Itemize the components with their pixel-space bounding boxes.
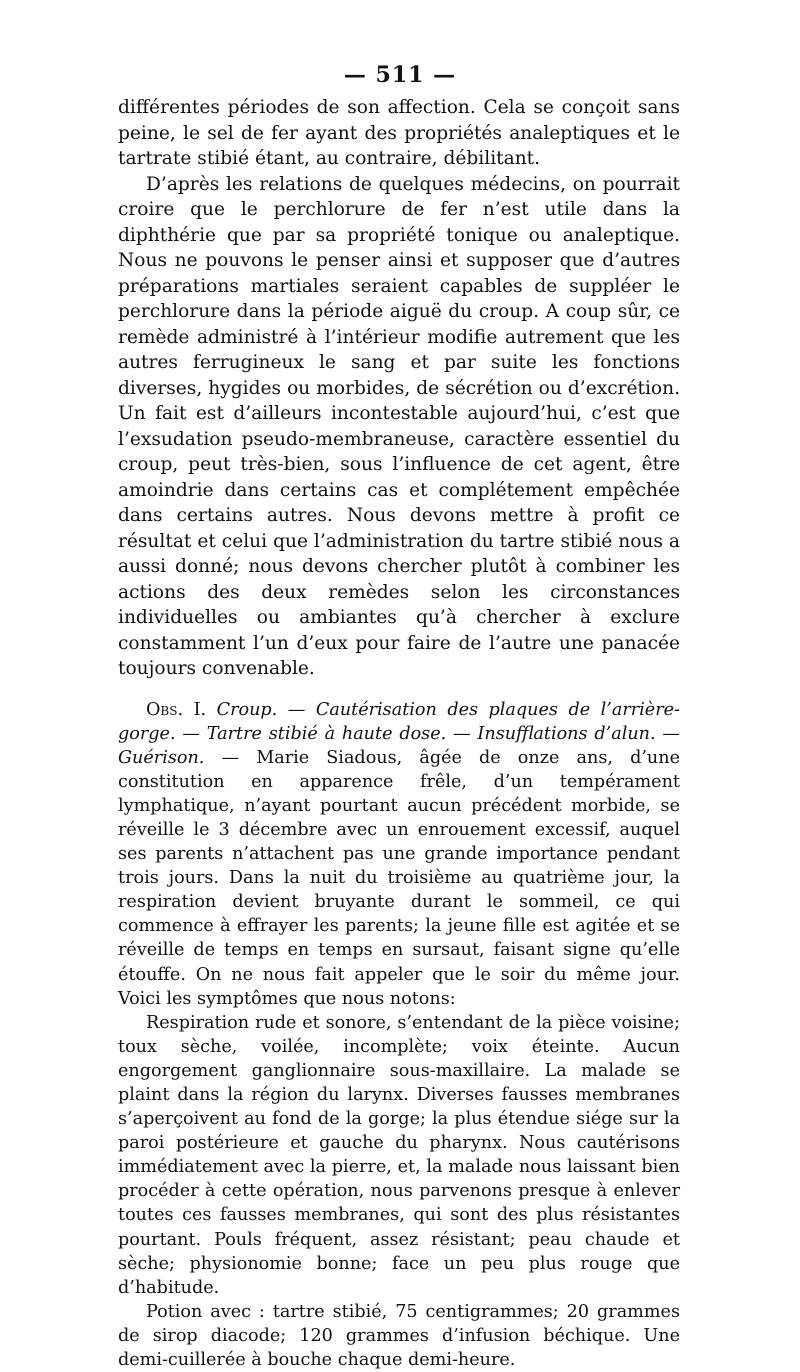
observation-title: Croup. — Cautérisation des plaques de l’arrière-gorge. — Tartre stibié à haute dose. — Insufflations d’alun. — Guérison.: [118, 700, 680, 768]
paragraph-continuation: différentes périodes de son affection. Cela se conçoit sans peine, le sel de fer ayant des propriétés analeptiques et le tartrate stibié étant, au contraire, débilitant.: [118, 95, 680, 172]
main-text: [118, 95, 680, 1372]
observation-label: Obs. I.: [146, 700, 206, 720]
observation-heading: [118, 698, 680, 1011]
page-number: — 511 —: [0, 62, 800, 88]
observation-potion: Potion avec : tartre stibié, 75 centigrammes; 20 grammes de sirop diacode; 120 grammes d’infusion béchique. Une demi-cuillerée à bouche chaque demi-heure.: [118, 1300, 680, 1372]
paragraph-perchlorure: D’après les relations de quelques médecins, on pourrait croire que le perchlorure de fer n’est utile dans la diphthérie que par sa propriété tonique ou analeptique. Nous ne pouvons le penser ainsi et supposer que d’autres préparations martiales seraient capables de suppléer le perchlorure dans la période aiguë du croup. A coup sûr, ce remède administré à l’intérieur modifie autrement que les autres ferrugineux le sang et par suite les fonctions diverses, hygides ou morbides, de sécrétion ou d’excrétion. Un fait est d’ailleurs incontestable aujourd’hui, c’est que l’exsudation pseudo-membraneuse, caractère essentiel du croup, peut très-bien, sous l’influence de cet agent, être amoindrie dans certains cas et complétement empêchée dans certains autres. Nous devons mettre à profit ce résultat et celui que l’administration du tartre stibié nous a aussi donné; nous devons chercher plutôt à combiner les actions des deux remèdes selon les circonstances individuelles ou ambiantes qu’à chercher à exclure constamment l’un d’eux pour faire de l’autre une panacée toujours convenable.: [118, 172, 680, 682]
observation-block: [118, 698, 680, 1372]
observation-intro: — Marie Siadous, âgée de onze ans, d’une constitution en apparence frêle, d’un tempérament lymphatique, n’ayant pourtant aucun précédent morbide, se réveille le 3 décembre avec un enrouement excessif, auquel ses parents n’attachent pas une grande importance pendant trois jours. Dans la nuit du troisième au quatrième jour, la respiration devient bruyante durant le sommeil, ce qui commence à effrayer les parents; la jeune fille est agitée et se réveille de temps en temps en sursaut, faisant signe qu’elle étouffe. On ne nous fait appeler que le soir du même jour. Voici les symptômes que nous notons:: [118, 748, 680, 1009]
observation-symptoms: Respiration rude et sonore, s’entendant de la pièce voisine; toux sèche, voilée, incomplète; voix éteinte. Aucun engorgement ganglionnaire sous-maxillaire. La malade se plaint dans la région du larynx. Diverses fausses membranes s’aperçoivent au fond de la gorge; la plus étendue siége sur la paroi postérieure et gauche du pharynx. Nous cautérisons immédiatement avec la pierre, et, la malade nous laissant bien procéder à cette opération, nous parvenons presque à enlever toutes ces fausses membranes, qui sont des plus résistantes pourtant. Pouls fréquent, assez résistant; peau chaude et sèche; physionomie bonne; face un peu plus rouge que d’habitude.: [118, 1011, 680, 1300]
